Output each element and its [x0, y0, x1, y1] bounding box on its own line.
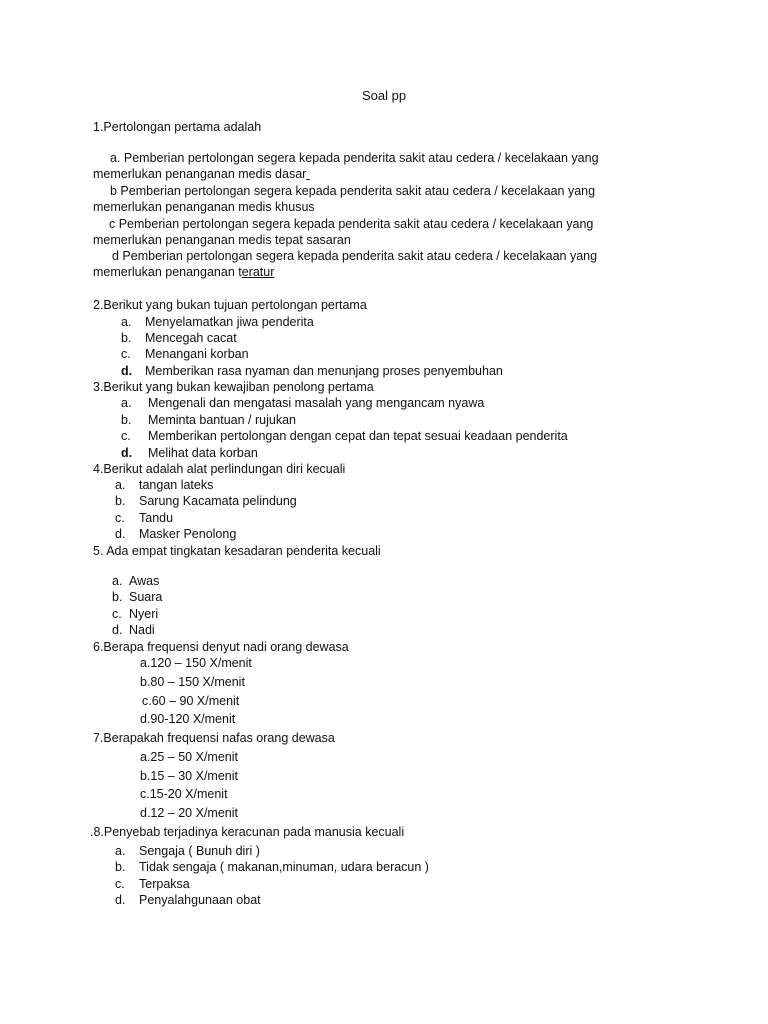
question-2: 2.Berikut yang bukan tujuan pertolongan pertama — [93, 298, 367, 312]
document-title: Soal pp — [361, 88, 407, 103]
q6-option-d: d.90-120 X/menit — [140, 712, 236, 726]
question-8: .8.Penyebab terjadinya keracunan pada manusia kecuali — [90, 825, 405, 839]
question-4: 4.Berikut adalah alat perlindungan diri kecuali — [93, 462, 346, 476]
q2-option-b: b. Mencegah cacat — [121, 331, 237, 345]
q6-option-c: c.60 – 90 X/menit — [142, 694, 240, 708]
q2-option-c: c. Menangani korban — [121, 347, 249, 361]
q1-option-b-line1: b Pemberian pertolongan segera kepada penderita sakit atau cedera / kecelakaan yang — [110, 184, 596, 198]
q1-option-d-line2-prefix: memerlukan penanganan t — [93, 265, 242, 279]
q1-option-a-line2 — [93, 166, 310, 182]
q7-option-c: c.15-20 X/menit — [140, 787, 228, 801]
q5-option-d: d. Nadi — [112, 623, 155, 637]
q1-option-c-line1: c Pemberian pertolongan segera kepada penderita sakit atau cedera / kecelakaan yang — [109, 217, 594, 231]
q6-option-b: b.80 – 150 X/menit — [140, 675, 245, 689]
q5-option-a: a. Awas — [112, 574, 160, 588]
q2-option-a: a. Menyelamatkan jiwa penderita — [121, 315, 314, 329]
q2-option-d: d. Memberikan rasa nyaman dan menunjang proses penyembuhan — [121, 364, 503, 378]
q1-option-a-line2-text: memerlukan penanganan medis dasar — [93, 167, 307, 181]
q5-option-b: b. Suara — [112, 590, 163, 604]
q1-option-d-line2-underlined: eratur — [241, 265, 275, 279]
q1-option-c-line2: memerlukan penanganan medis tepat sasaran — [93, 233, 351, 247]
q3-option-d: d. Melihat data korban — [121, 446, 258, 460]
q1-option-d-line2 — [93, 264, 274, 280]
q6-option-a: a.120 – 150 X/menit — [140, 656, 252, 670]
q7-option-b: b.15 – 30 X/menit — [140, 769, 238, 783]
q1-option-b-line2: memerlukan penanganan medis khusus — [93, 200, 315, 214]
q1-option-a-line1: a. Pemberian pertolongan segera kepada penderita sakit atau cedera / kecelakaan yang — [110, 151, 599, 165]
q1-option-d-line1: d Pemberian pertolongan segera kepada penderita sakit atau cedera / kecelakaan yang — [112, 249, 598, 263]
q4-option-d: d. Masker Penolong — [115, 527, 237, 541]
question-3: 3.Berikut yang bukan kewajiban penolong pertama — [93, 380, 374, 394]
q4-option-a: a. tangan lateks — [115, 478, 214, 492]
q3-option-c: c. Memberikan pertolongan dengan cepat dan tepat sesuai keadaan penderita — [121, 429, 568, 443]
q4-option-b: b. Sarung Kacamata pelindung — [115, 494, 297, 508]
q3-option-a: a. Mengenali dan mengatasi masalah yang mengancam nyawa — [121, 396, 485, 410]
question-5: 5. Ada empat tingkatan kesadaran penderita kecuali — [93, 544, 381, 558]
q8-option-a: a. Sengaja ( Bunuh diri ) — [115, 844, 260, 858]
q4-option-c: c. Tandu — [115, 511, 174, 525]
q5-option-c: c. Nyeri — [112, 607, 159, 621]
q8-option-c: c. Terpaksa — [115, 877, 190, 891]
q7-option-a: a.25 – 50 X/menit — [140, 750, 238, 764]
q8-option-b: b. Tidak sengaja ( makanan,minuman, udara beracun ) — [115, 860, 429, 874]
q7-option-d: d.12 – 20 X/menit — [140, 806, 238, 820]
question-7: 7.Berapakah frequensi nafas orang dewasa — [93, 731, 335, 745]
q3-option-b: b. Meminta bantuan / rujukan — [121, 413, 297, 427]
q8-option-d: d. Penyalahgunaan obat — [115, 893, 261, 907]
question-1: 1.Pertolongan pertama adalah — [93, 120, 262, 134]
question-6: 6.Berapa frequensi denyut nadi orang dewasa — [93, 640, 349, 654]
